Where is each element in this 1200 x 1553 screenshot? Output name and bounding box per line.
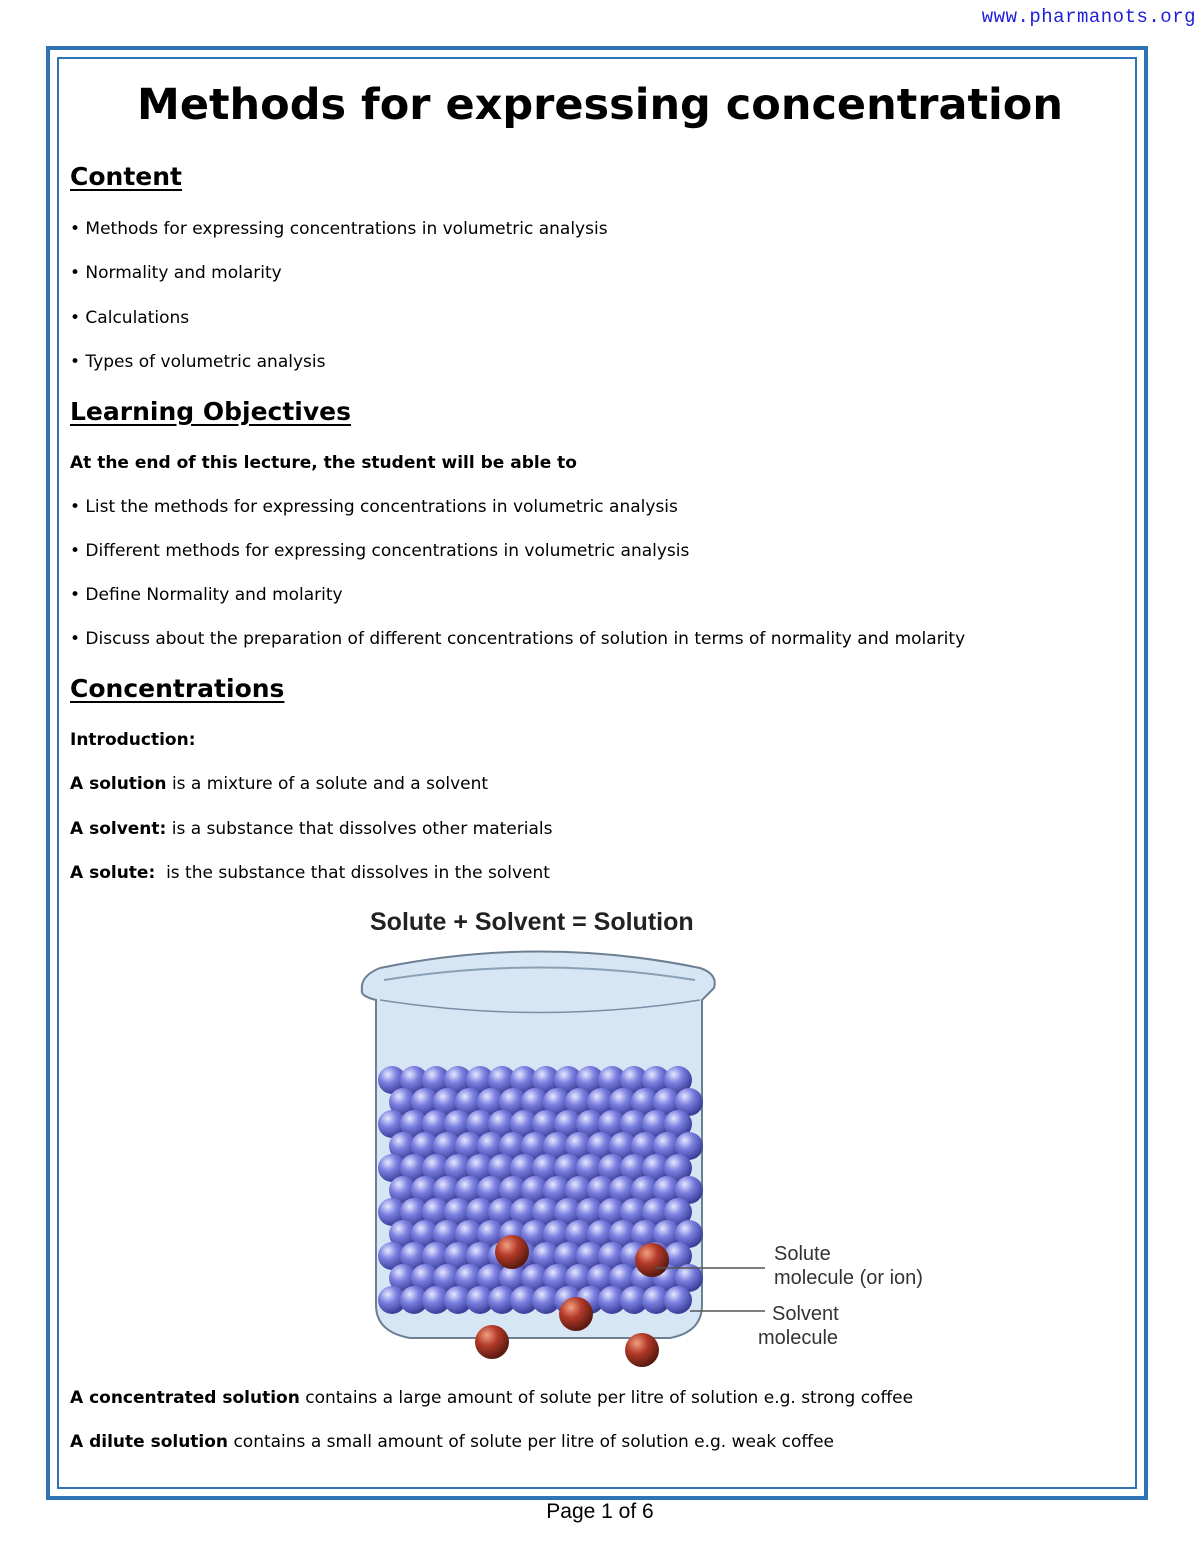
objective-item: • Different methods for expressing concentrations in volumetric analysis	[70, 541, 690, 561]
watermark-url: www.pharmanots.org	[981, 6, 1196, 28]
definition-solvent	[70, 819, 552, 839]
concentrated-solution	[70, 1388, 913, 1408]
term: A solvent:	[70, 819, 167, 839]
solute-molecule	[635, 1243, 669, 1277]
solute-molecule	[495, 1235, 529, 1269]
content-item: • Types of volumetric analysis	[70, 352, 326, 372]
dilute-solution	[70, 1432, 834, 1452]
concentrations-intro: Introduction:	[70, 730, 196, 750]
definition-text: is a substance that dissolves other materials	[166, 819, 553, 839]
label-solute: Solute	[774, 1243, 831, 1265]
definition-solution	[70, 774, 488, 794]
page-title: Methods for expressing concentration	[137, 80, 1063, 130]
content-heading: Content	[70, 162, 182, 191]
label-solute-molecule: molecule (or ion)	[774, 1267, 923, 1289]
objectives-intro: At the end of this lecture, the student will be able to	[70, 453, 577, 473]
content-item: • Methods for expressing concentrations in volumetric analysis	[70, 219, 608, 239]
term: A solute:	[70, 863, 156, 883]
content-item: • Normality and molarity	[70, 263, 282, 283]
objectives-heading: Learning Objectives	[70, 397, 351, 426]
solute-molecule	[475, 1325, 509, 1359]
beaker-figure	[340, 900, 923, 1360]
figure-title: Solute + Solvent = Solution	[370, 908, 694, 936]
definition-text: is a mixture of a solute and a solvent	[166, 774, 489, 794]
objective-item: • Discuss about the preparation of different concentrations of solution in terms of normality and molarity	[70, 629, 966, 649]
label-solvent-molecule: molecule	[758, 1327, 839, 1349]
definition-text: contains a large amount of solute per litre of solution e.g. strong coffee	[299, 1388, 914, 1408]
definition-text: contains a small amount of solute per litre of solution e.g. weak coffee	[228, 1432, 835, 1452]
term: A dilute solution	[70, 1432, 229, 1452]
objective-item: • List the methods for expressing concentrations in volumetric analysis	[70, 497, 678, 517]
solvent-molecule	[664, 1286, 692, 1314]
definition-text: is the substance that dissolves in the solvent	[155, 863, 550, 883]
term: A solution	[70, 774, 167, 794]
term: A concentrated solution	[70, 1388, 300, 1408]
solute-molecule	[625, 1333, 659, 1367]
objective-item: • Define Normality and molarity	[70, 585, 343, 605]
concentrations-heading: Concentrations	[70, 674, 285, 703]
content-item: • Calculations	[70, 308, 190, 328]
definition-solute	[70, 863, 550, 883]
solute-molecule	[559, 1297, 593, 1331]
label-solvent: Solvent	[772, 1303, 839, 1325]
page-number: Page 1 of 6	[546, 1500, 654, 1523]
